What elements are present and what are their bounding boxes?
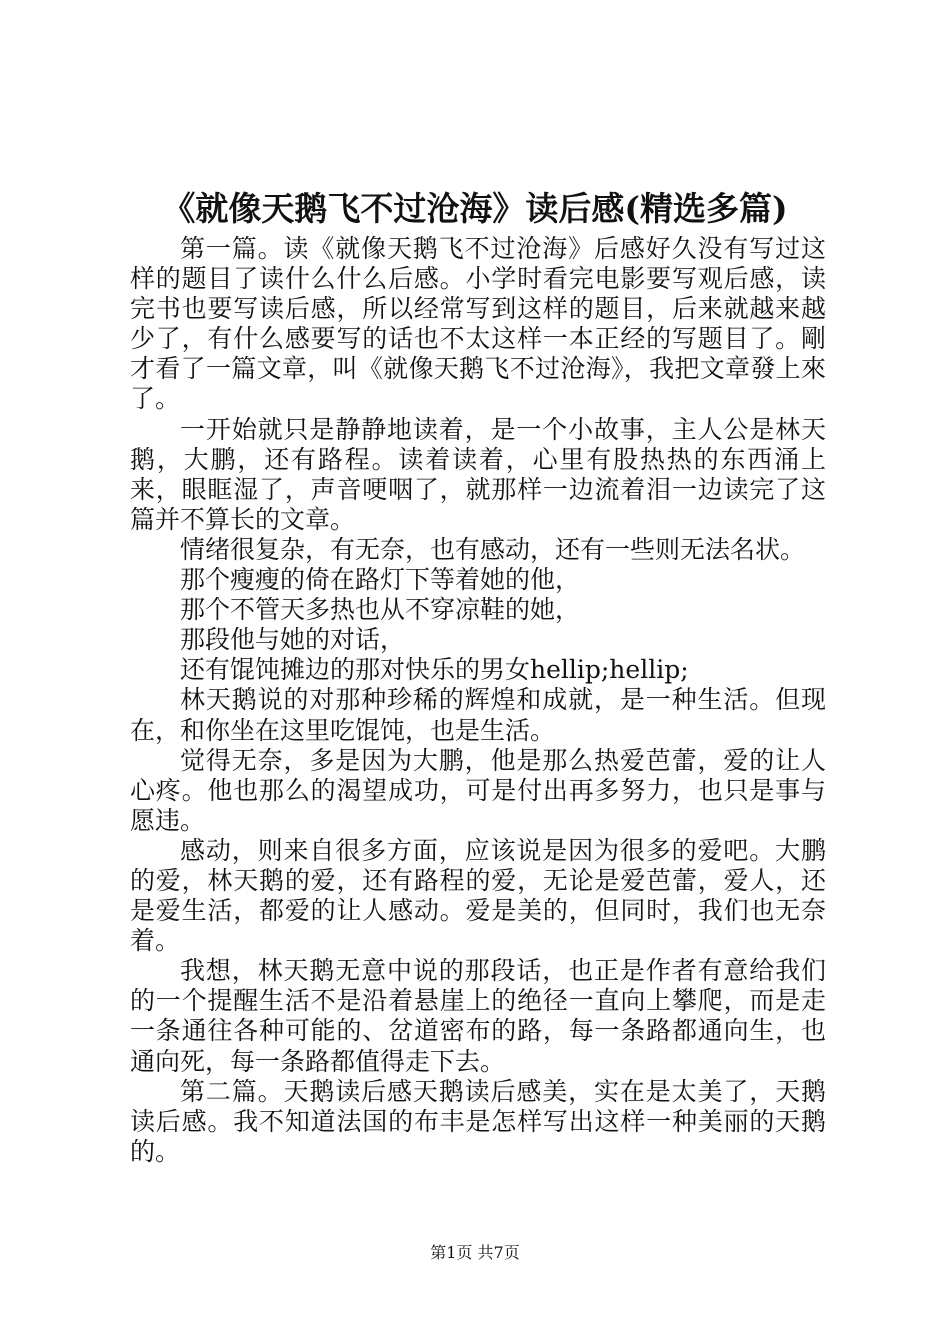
paragraph: 情绪很复杂，有无奈，也有感动，还有一些则无法名状。	[180, 534, 806, 564]
paragraph: 我想，林天鹅无意中说的那段话，也正是作者有意给我们的一个提醒生活不是沿着悬崖上的绝径一直向上攀爬，而是走一条通往各种可能的、岔道密布的路，每一条路都通向生，也通向死，每一条路都值得走下去。	[130, 956, 826, 1076]
document-title: 《就像天鹅飞不过沧海》读后感(精选多篇)	[162, 189, 788, 228]
paragraph: 一开始就只是静静地读着，是一个小故事，主人公是林天鹅，大鹏，还有路程。读着读着，心里有股热热的东西涌上来，眼眶湿了，声音哽咽了，就那样一边流着泪一边读完了这篇并不算长的文章。	[130, 414, 826, 534]
page-number-footer: 第1页 共7页	[430, 1243, 520, 1262]
document-body	[130, 234, 826, 1167]
paragraph: 林天鹅说的对那种珍稀的辉煌和成就，是一种生活。但现在，和你坐在这里吃馄饨，也是生活。	[130, 685, 826, 745]
paragraph: 那个瘦瘦的倚在路灯下等着她的他，	[180, 565, 581, 595]
paragraph: 感动，则来自很多方面，应该说是因为很多的爱吧。大鹏的爱，林天鹅的爱，还有路程的爱，无论是爱芭蕾，爱人，还是爱生活，都爱的让人感动。爱是美的，但同时，我们也无奈着。	[130, 835, 826, 956]
paragraph: 还有馄饨摊边的那对快乐的男女hellip;hellip;	[180, 655, 689, 685]
paragraph: 第一篇。读《就像天鹅飞不过沧海》后感好久没有写过这样的题目了读什么什么后感。小学时看完电影要写观后感，读完书也要写读后感，所以经常写到这样的题目，后来就越来越少了，有什么感要写的话也不太这样一本正经的写题目了。剛才看了一篇文章，叫《就像天鹅飞不过沧海》，我把文章發上來了。	[130, 234, 826, 414]
paragraph: 觉得无奈，多是因为大鹏，他是那么热爱芭蕾，爱的让人心疼。他也那么的渴望成功，可是付出再多努力，也只是事与愿违。	[130, 745, 826, 835]
paragraph: 那个不管天多热也从不穿凉鞋的她，	[180, 595, 581, 625]
paragraph: 第二篇。天鹅读后感天鹅读后感美，实在是太美了，天鹅读后感。我不知道法国的布丰是怎样写出这样一种美丽的天鹅的。	[130, 1076, 826, 1166]
paragraph: 那段他与她的对话，	[180, 625, 406, 655]
